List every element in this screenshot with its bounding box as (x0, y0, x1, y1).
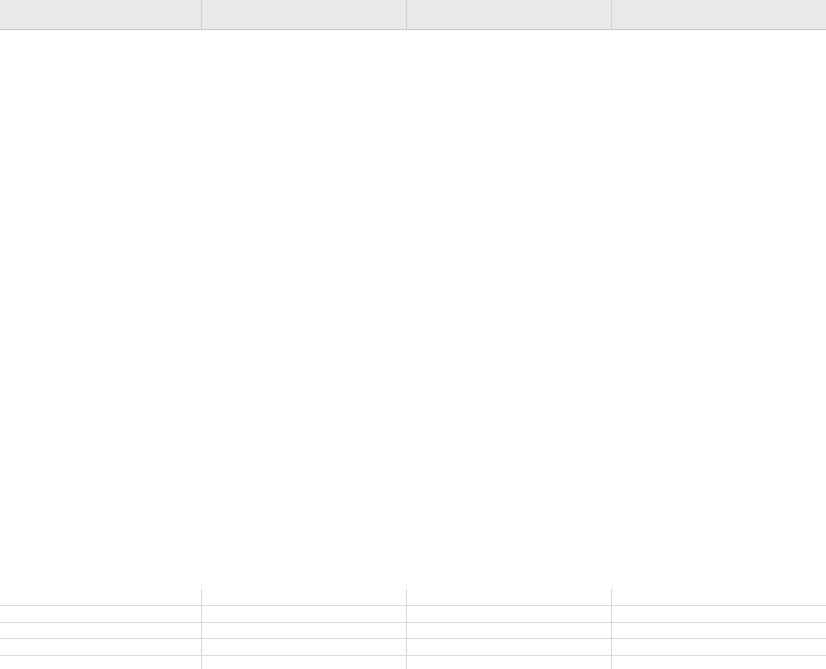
column-header-b[interactable] (202, 0, 407, 29)
empty-row-line (0, 638, 826, 639)
column-header-c[interactable] (407, 0, 612, 29)
empty-col-line (611, 589, 612, 669)
column-header-a[interactable] (0, 0, 202, 29)
empty-col-line (201, 589, 202, 669)
empty-row-line (0, 622, 826, 623)
empty-col-line (406, 589, 407, 669)
empty-row-line (0, 655, 826, 656)
column-header-d[interactable] (612, 0, 826, 29)
column-header-bar (0, 0, 826, 30)
empty-row-line (0, 605, 826, 606)
